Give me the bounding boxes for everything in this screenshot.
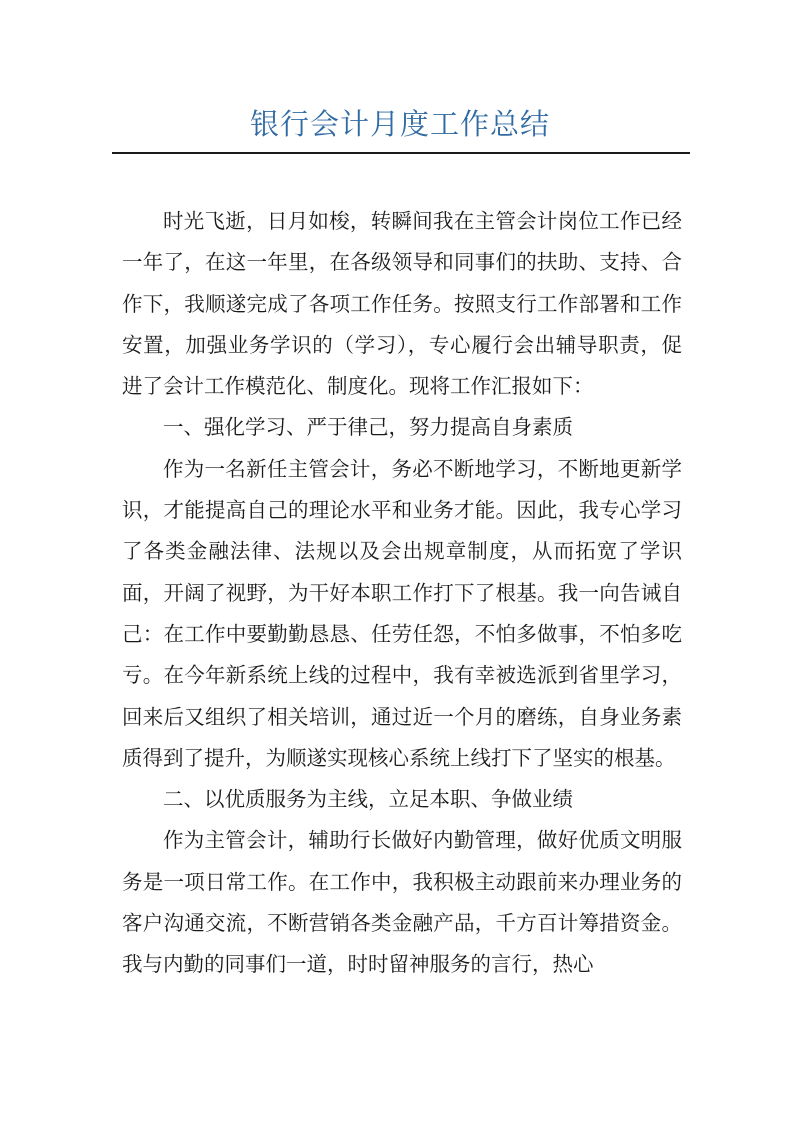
section-heading-1: 一、强化学习、严于律己，努力提高自身素质 xyxy=(163,415,573,440)
intro-paragraph: 时光飞逝，日月如梭，转瞬间我在主管会计岗位工作已经一年了，在这一年里，在各级领导和同事们的扶助、支持、合作下，我顺遂完成了各项工作任务。按照支行工作部署和工作安置，加强业务学识的（学习），专心履行会出辅导职责，促进了会计工作模范化、制度化。现将工作汇报如下： xyxy=(122,209,682,399)
section-heading-2: 二、以优质服务为主线，立足本职、争做业绩 xyxy=(163,787,573,812)
section-2-paragraph: 作为主管会计，辅助行长做好内勤管理，做好优质文明服务是一项日常工作。在工作中，我积极主动跟前来办理业务的客户沟通交流，不断营销各类金融产品，千方百计筹措资金。我与内勤的同事们一道，时时留神服务的言行，热心 xyxy=(122,828,682,977)
document-title: 银行会计月度工作总结 xyxy=(249,107,550,141)
title-underline xyxy=(112,152,690,154)
document-body xyxy=(122,201,682,986)
section-1-paragraph: 作为一名新任主管会计，务必不断地学习，不断地更新学识，才能提高自己的理论水平和业务才能。因此，我专心学习了各类金融法律、法规以及会出规章制度，从而拓宽了学识面，开阔了视野，为干好本职工作打下了根基。我一向告诫自己：在工作中要勤勤恳恳、任劳任怨，不怕多做事，不怕多吃亏。在今年新系统上线的过程中，我有幸被选派到省里学习，回来后又组织了相关培训，通过近一个月的磨练，自身业务素质得到了提升，为顺遂实现核心系统上线打下了坚实的根基。 xyxy=(122,456,682,770)
